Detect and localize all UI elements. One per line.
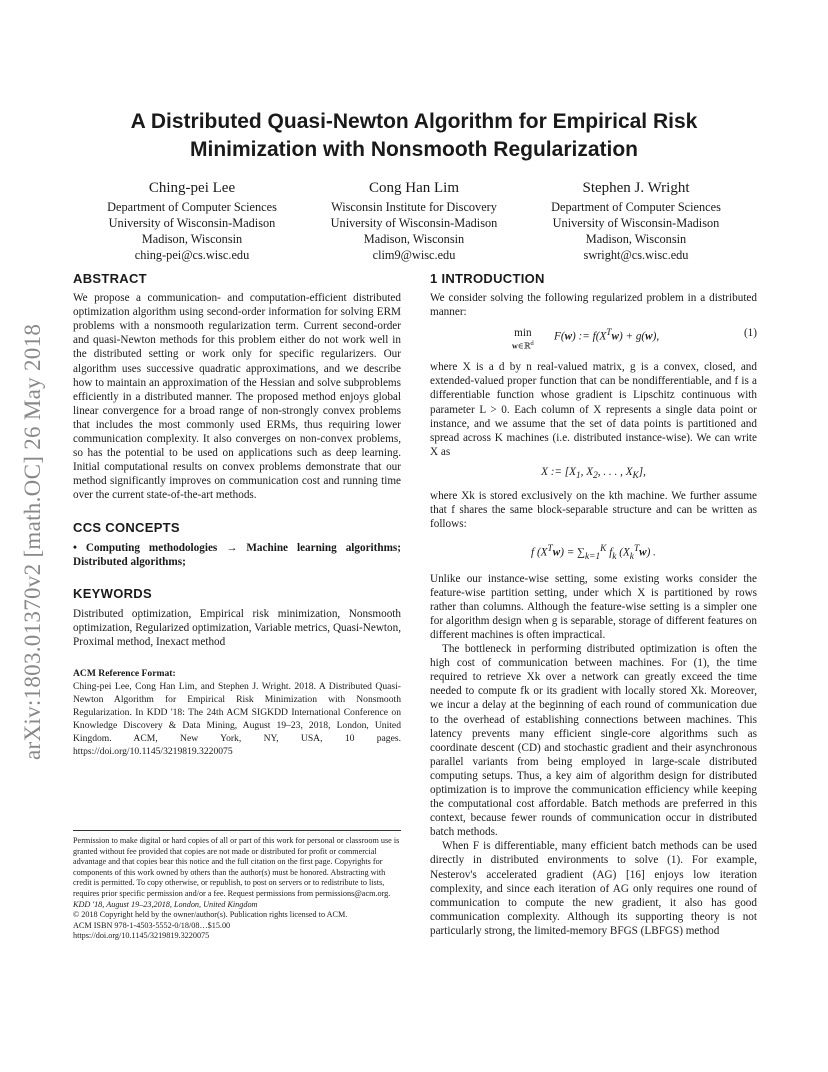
author-univ: University of Wisconsin-Madison	[330, 216, 498, 230]
equation-x-partition: X := [$X_1$, $X_2$, . . . , $X_K$],	[541, 465, 646, 482]
title-line-1: A Distributed Quasi-Newton Algorithm for Empirical Risk	[130, 110, 698, 133]
author-email: clim9@wisc.edu	[372, 248, 456, 262]
arxiv-side-label: arXiv:1803.01370v2 [math.OC] 26 May 2018	[20, 323, 45, 760]
intro-paragraph-1: We consider solving the following regularized problem in a distributed manner:	[430, 292, 757, 319]
author-univ: University of Wisconsin-Madison	[108, 216, 276, 230]
author-name: Stephen J. Wright	[582, 180, 690, 196]
ccs-text: • Computing methodologies → Machine learning algorithms; Distributed algorithms;	[73, 541, 401, 568]
intro-paragraph-3: where Xk is stored exclusively on the kth machine. We further assume that f shares the same block-separable structure and can be written as follows:	[430, 490, 757, 531]
acm-ref-heading: ACM Reference Format:	[73, 668, 176, 680]
abstract-text: We propose a communication- and computation-efficient distributed optimization algorithm using second-order information for solving ERM problems with a nonsmooth regularization term. Current second-order and quasi-Newton methods for this problem either do not work well in the distributed setting or work only for specific regularizers. Our algorithm uses successive quadratic approximations, and we describe how to maintain an approximation of the Hessian and solve subproblems efficiently in a distributed manner. The proposed method enjoys global linear convergence for a broad range of non-strongly convex problems that includes the most commonly used ERMs, thus requiring lower communication complexity. It also converges on non-convex problems, so has the potential to be used on applications such as deep learning. Initial computational results on convex problems demonstrate that our method significantly improves on communication cost and running time over the current state-of-the-art methods.	[73, 292, 401, 502]
author-email: ching-pei@cs.wisc.edu	[134, 248, 250, 262]
author-dept: Wisconsin Institute for Discovery	[331, 200, 497, 214]
author-city: Madison, Wisconsin	[585, 232, 687, 246]
equation-1-number: (1)	[743, 327, 757, 340]
equation-1-body: F(w) := $f(X^Tw) + g(w)$,	[554, 328, 660, 344]
ccs-heading: CCS CONCEPTS	[73, 519, 180, 535]
footer-conference: KDD '18, August 19–23,2018, London, United Kingdom	[73, 899, 258, 909]
intro-paragraph-6: When F is differentiable, many efficient batch methods can be used directly in distributed environments to solve (1). For example, Nesterov's accelerated gradient (AG) [16] enjoys low iteration complexity, and since each iteration of AG only requires one round of communication to compute the new gradient, it also has good communication complexity. Although its supporting theory is not particularly strong, the limited-memory BFGS (LBFGS) method	[430, 840, 757, 937]
footer-isbn: ACM ISBN 978-1-4503-5552-0/18/08…$15.00	[73, 920, 231, 930]
footer-copyright: © 2018 Copyright held by the owner/author(s). Publication rights licensed to ACM.	[73, 910, 348, 920]
copyright-footer	[73, 830, 401, 942]
author-city: Madison, Wisconsin	[363, 232, 465, 246]
author-2	[304, 178, 524, 263]
equation-1	[430, 322, 757, 356]
author-email: swright@cs.wisc.edu	[583, 248, 689, 262]
footer-doi: https://doi.org/10.1145/3219819.3220075	[73, 931, 210, 941]
title-line-2: Minimization with Nonsmooth Regularization	[190, 138, 638, 161]
keywords-heading: KEYWORDS	[73, 585, 152, 601]
left-column	[73, 272, 401, 758]
author-block	[82, 178, 746, 263]
right-column	[430, 272, 757, 938]
author-city: Madison, Wisconsin	[141, 232, 243, 246]
intro-paragraph-4: Unlike our instance-wise setting, some existing works consider the feature-wise partition setting, under which X is partitioned by rows rather than columns. Although the feature-wise setting is a simpler one for algorithm design when g is separable, storage of different features on different machines is often impractical.	[430, 572, 757, 641]
author-1	[82, 178, 302, 263]
footer-permission: Permission to make digital or hard copies of all or part of this work for personal or classroom use is granted without fee provided that copies are not made or distributed for profit or commercial advantage and that copies bear this notice and the full citation on the first page. Copyrights for components of this work owned by others than the author(s) must be honored. Abstracting with credit is permitted. To copy otherwise, or republish, to post on servers or to redistribute to lists, requires prior specific permission and/or a fee. Request permissions from permissions@acm.org.	[73, 836, 400, 898]
equation-1-min: min w∈ℝ$^d$	[512, 327, 534, 352]
keywords-text: Distributed optimization, Empirical risk minimization, Nonsmooth optimization, Regularized optimization, Variable metrics, Quasi-Newton, Proximal method, Inexact method	[73, 607, 401, 649]
abstract-heading: ABSTRACT	[73, 271, 147, 286]
equation-f-separable: f $(X^Tw) = \sum_{k=1}^K$ $f_k$ $(X_k^Tw)$ .	[531, 543, 656, 562]
intro-paragraph-2: where X is a d by n real-valued matrix, g is a convex, closed, and extended-valued proper function that can be nondifferentiable, and f is a differentiable function whose gradient is Lipschitz continuous with parameter L > 0. Each column of X represents a single data point or instance, and we assume that the set of data points is partitioned and spread across K machines (i.e. distributed instance-wise). We can write X as	[430, 361, 757, 458]
author-dept: Department of Computer Sciences	[551, 200, 721, 214]
acm-ref-text: Ching-pei Lee, Cong Han Lim, and Stephen J. Wright. 2018. A Distributed Quasi-Newton Algorithm for Empirical Risk Minimization with Nonsmooth Regularization. In KDD '18: The 24th ACM SIGKDD International Conference on Knowledge Discovery & Data Mining, August 19–23, 2018, London, United Kingdom. ACM, New York, NY, USA, 10 pages. https://doi.org/10.1145/3219819.3220075	[73, 681, 401, 758]
author-name: Ching-pei Lee	[148, 180, 236, 196]
author-univ: University of Wisconsin-Madison	[552, 216, 720, 230]
intro-paragraph-5: The bottleneck in performing distributed optimization is often the high cost of communication between machines. For (1), the time required to retrieve Xk over a network can greatly exceed the time needed to compute fk or its gradient with locally stored Xk. Moreover, we incur a delay at the beginning of each round of communication due to the overhead of establishing connections between machines. This latency prevents many efficient single-core algorithms such as coordinate descent (CD) and stochastic gradient and their asynchronous parallel variants from being employed in large-scale distributed computing setups. Thus, a key aim of algorithm design for distributed optimization is to improve the communication efficiency while keeping the computational cost affordable. Batch methods are preferred in this context, because fewer rounds of communication occur in distributed batch methods.	[430, 643, 757, 839]
author-dept: Department of Computer Sciences	[107, 200, 277, 214]
author-name: Cong Han Lim	[369, 180, 459, 196]
introduction-heading: 1 INTRODUCTION	[430, 271, 545, 286]
paper-title	[0, 108, 828, 164]
author-3	[526, 178, 746, 263]
